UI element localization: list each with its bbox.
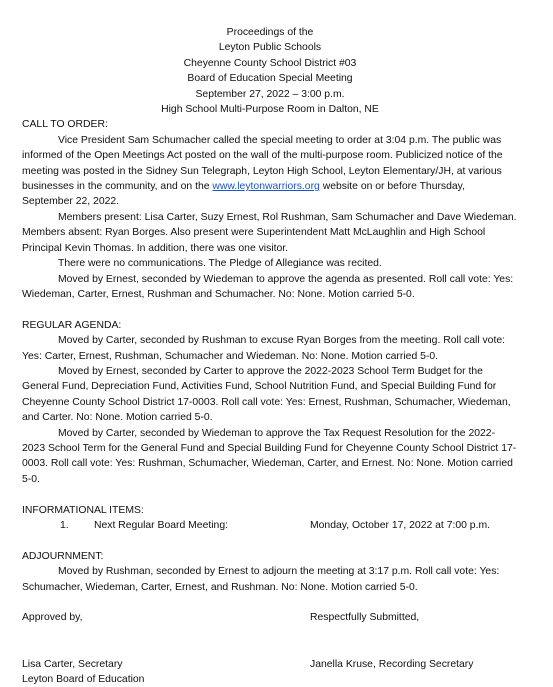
secretary-name: Lisa Carter, Secretary [22, 658, 123, 670]
members-present-paragraph: Members present: Lisa Carter, Suzy Ernest, Rol Rushman, Sam Schumacher and Dave Wiedeman. Members absent: Ryan Borges. Also present were Superintendent Matt McLaughlin and High School Principal Kevin Thomas. In addition, there was one visitor. [22, 211, 517, 254]
approval-row [22, 610, 518, 625]
board-name: Leyton Board of Education [22, 673, 145, 685]
spacer [22, 487, 518, 502]
call-to-order-text-1: Vice President Sam Schumacher called the special meeting to order at 3:04 p.m. The public was informed of the Open Meetings Act posted on the wall of the multi-purpose room. Publicized notice of the meeting was posted in the Sidney Sun Telegraph, Leyton High School, Leyton Elementary/JH, at various businesses in the community, and on the [22, 134, 503, 193]
spacer [22, 302, 518, 317]
spacer [22, 533, 518, 548]
header-meeting-type: Board of Education Special Meeting [187, 73, 353, 85]
informational-items-heading: INFORMATIONAL ITEMS: [22, 504, 144, 516]
spacer [22, 626, 518, 641]
website-link[interactable]: www.leytonwarriors.org [212, 181, 320, 193]
header-location: High School Multi-Purpose Room in Dalton, NE [161, 104, 379, 116]
spacer [22, 641, 518, 656]
header-school: Leyton Public Schools [218, 42, 322, 54]
submitted-label: Respectfully Submitted, [310, 612, 420, 624]
item-value: Monday, October 17, 2022 at 7:00 p.m. [310, 519, 491, 531]
tax-request-motion-paragraph: Moved by Carter, seconded by Wiedeman to approve the Tax Request Resolution for the 2022-2023 School Term for the General Fund and Special Building Fund for Cheyenne County School District 17-0003. Roll call vote: Yes: Rushman, Schumacher, Wiedeman, Carter, and Ernest. No: None. Motion carried 5-0. [22, 427, 517, 485]
header-district: Cheyenne County School District #03 [183, 57, 357, 69]
communications-paragraph: There were no communications. The Pledge of Allegiance was recited. [58, 258, 382, 270]
document-header [22, 25, 518, 117]
minutes-document [22, 25, 518, 687]
excuse-motion-paragraph: Moved by Carter, seconded by Rushman to excuse Ryan Borges from the meeting. Roll call vote: Yes: Carter, Ernest, Rushman, Schumacher and Wiedeman. No: None. Motion carried 5-0. [22, 335, 506, 362]
call-to-order-heading: CALL TO ORDER: [22, 119, 108, 131]
item-number: 1. [60, 519, 69, 531]
spacer [22, 595, 518, 610]
approved-by-label: Approved by, [22, 612, 83, 624]
signature-row [22, 657, 518, 672]
regular-agenda-heading: REGULAR AGENDA: [22, 319, 122, 331]
adjournment-paragraph: Moved by Rushman, seconded by Ernest to adjourn the meeting at 3:17 p.m. Roll call vote: Yes: Schumacher, Wiedeman, Carter, Ernest, and Rushman. No: None. Motion carried 5-0. [22, 566, 500, 593]
recording-secretary-name: Janella Kruse, Recording Secretary [310, 658, 474, 670]
call-to-order-paragraph [22, 133, 518, 210]
informational-item [22, 518, 518, 533]
header-date-time: September 27, 2022 – 3:00 p.m. [195, 88, 345, 100]
budget-motion-paragraph: Moved by Ernest, seconded by Carter to approve the 2022-2023 School Term Budget for the General Fund, Depreciation Fund, Activities Fund, School Nutrition Fund, and Special Building Fund for Cheyenne County School District 17-0003. Roll call vote: Yes: Ernest, Rushman, Schumacher, Wiedeman, and Carter. No: None. Motion carried 5-0. [22, 365, 511, 424]
agenda-approval-paragraph: Moved by Ernest, seconded by Wiedeman to approve the agenda as presented. Roll call vote: Yes: Wiedeman, Carter, Ernest, Rushman and Schumacher. No: None. Motion carried 5-0. [22, 273, 514, 300]
call-to-order-text-2: website on or before Thursday, September 22, 2022. [22, 181, 465, 208]
adjournment-heading: ADJOURNMENT: [22, 550, 104, 562]
header-title: Proceedings of the [226, 27, 314, 38]
item-label: Next Regular Board Meeting: [94, 519, 228, 531]
